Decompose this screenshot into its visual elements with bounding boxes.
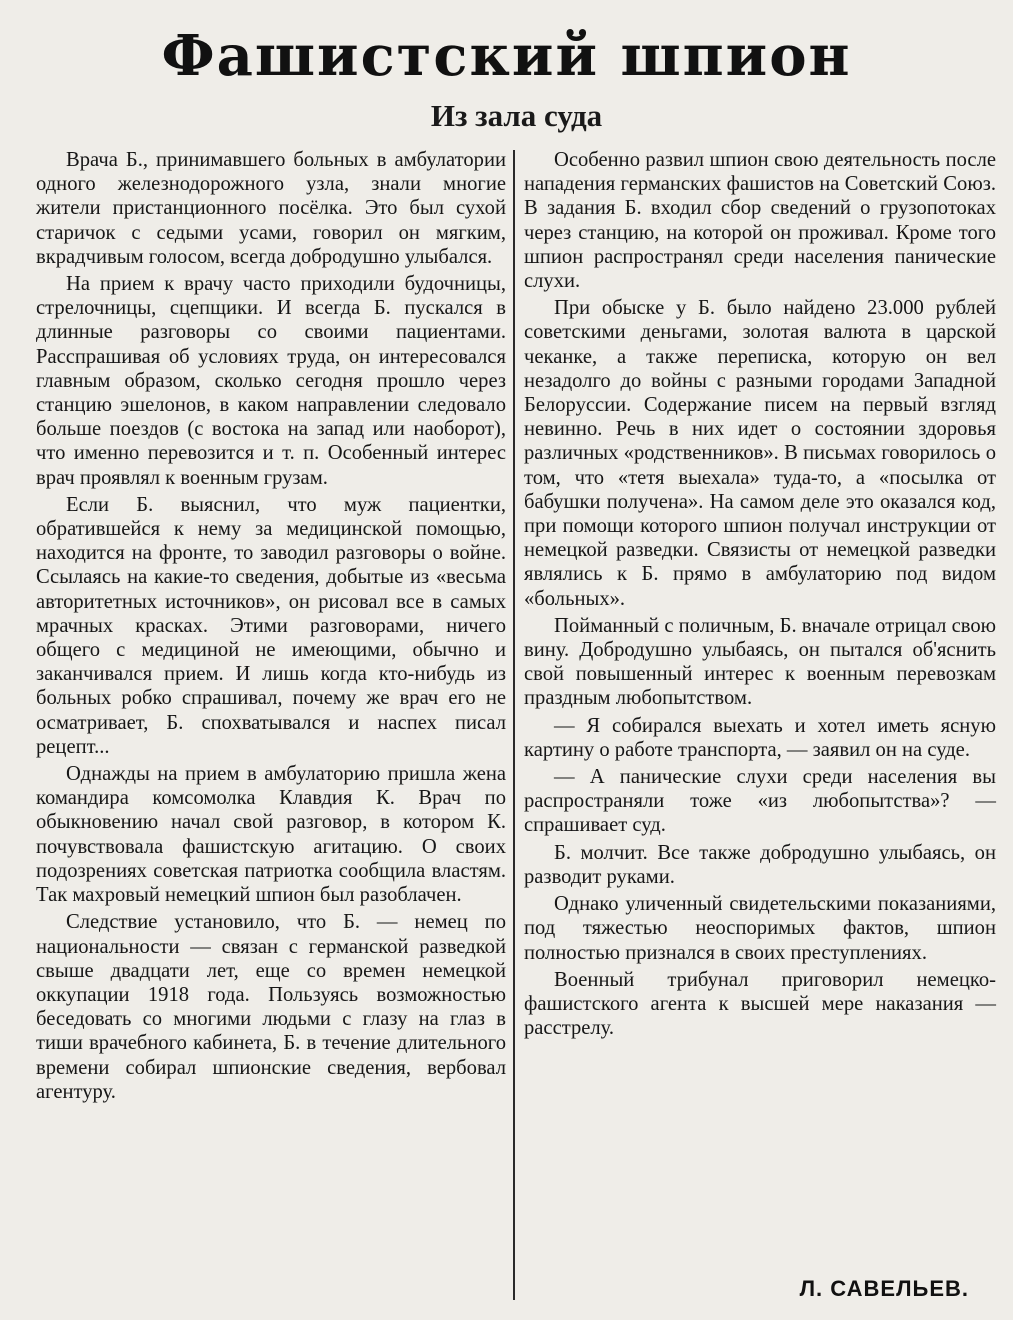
paragraph: Б. молчит. Все также добродушно улыбаясь, он разводит руками. [524,841,996,888]
subheading: Из зала суда [430,98,603,133]
paragraph: Военный трибунал приговорил немецко-фашистского агента к высшей мере наказания — расстрелу. [524,968,996,1040]
paragraph: Особенно развил шпион свою деятельность после нападения германских фашистов на Советский Союз. В задания Б. входил сбор сведений о грузопотоках через станцию, на которой он проживал. Кроме того шпион распространял среди населения панические слухи. [524,149,996,293]
paragraph: — А панические слухи среди населения вы распространяли тоже «из любопытства»? — спрашивает суд. [524,766,996,837]
paragraph: — Я собирался выехать и хотел иметь ясную картину о работе транспорта, — заявил он на суде. [524,714,996,761]
paragraph: На прием к врачу часто приходили будочницы, стрелочницы, сцепщики. И всегда Б. пускался в длинные разговоры со своими пациентами. Расспрашивая об условиях труда, он интересовался главным образом, сколько сегодня прошло через станцию эшелонов, в каком направлении следовало больше поездов (с востока на запад или наоборот), что именно перевозится и т. п. Особенный интерес врач проявлял к военным грузам. [36,273,506,489]
headline: Фашистский шпион [161,23,852,89]
paragraph: Врача Б., принимавшего больных в амбулатории одного железнодорожного узла, знали многие жители пристанционного посёлка. Это был сухой старичок с седыми усами, говорил он мягким, вкрадчивым голосом, всегда добродушно улыбался. [36,149,506,268]
paragraph: Следствие установило, что Б. — немец по национальности — связан с германской разведкой свыше двадцати лет, еще со времен немецкой оккупации 1918 года. Пользуясь возможностью беседовать со многими людьми с глазу на глаз в тиши врачебного кабинета, Б. в течение длительного времени собирал шпионские сведения, вербовал агентуру. [36,911,506,1103]
paragraph: Однажды на прием в амбулаторию пришла жена командира комсомолка Клавдия К. Врач по обыкновению начал свой разговор, в котором К. почувствовала фашистскую агитацию. О своих подозрениях советская патриотка сообщила властям. Так махровый немецкий шпион был разоблачен. [36,763,506,907]
paragraph: При обыске у Б. было найдено 23.000 рублей советскими деньгами, золотая валюта в царской чеканке, а также переписка, которую он вел незадолго до войны с разными городами Западной Белоруссии. Содержание писем на первый взгляд невинно. Речь в них идет о состоянии здоровья различных «родственников». В письмах говорилось о том, что «тетя выехала» туда-то, а «посылка от бабушки получена». На самом деле это оказался код, при помощи которого шпион получал инструкции от немецкой разведки. Связисты от немецкой разведки являлись к Б. прямо в амбулаторию под видом «больных». [524,297,996,610]
paragraph: Однако уличенный свидетельскими показаниями, под тяжестью неоспоримых фактов, шпион полностью признался в своих преступлениях. [524,893,996,964]
paragraph: Пойманный с поличным, Б. вначале отрицал свою вину. Добродушно улыбаясь, он пытался об'яснить свой повышенный интерес к военным перевозкам праздным любопытством. [524,614,996,710]
left-column [36,148,506,1107]
right-column [524,148,996,1043]
column-divider [513,150,515,1300]
author-signature: Л. САВЕЛЬЕВ. [799,1276,969,1301]
paragraph: Если Б. выяснил, что муж пациентки, обратившейся к нему за медицинской помощью, находится на фронте, то заводил разговоры о войне. Ссылаясь на какие-то сведения, добытые из «весьма авторитетных источников», он рисовал все в самых мрачных красках. Этими разговорами, ничего общего с медициной не имеющими, обычно и заканчивался прием. И лишь когда кто-нибудь из больных робко спрашивал, почему же врач его не осматривает, Б. спохватывался и наспех писал рецепт... [36,493,506,758]
